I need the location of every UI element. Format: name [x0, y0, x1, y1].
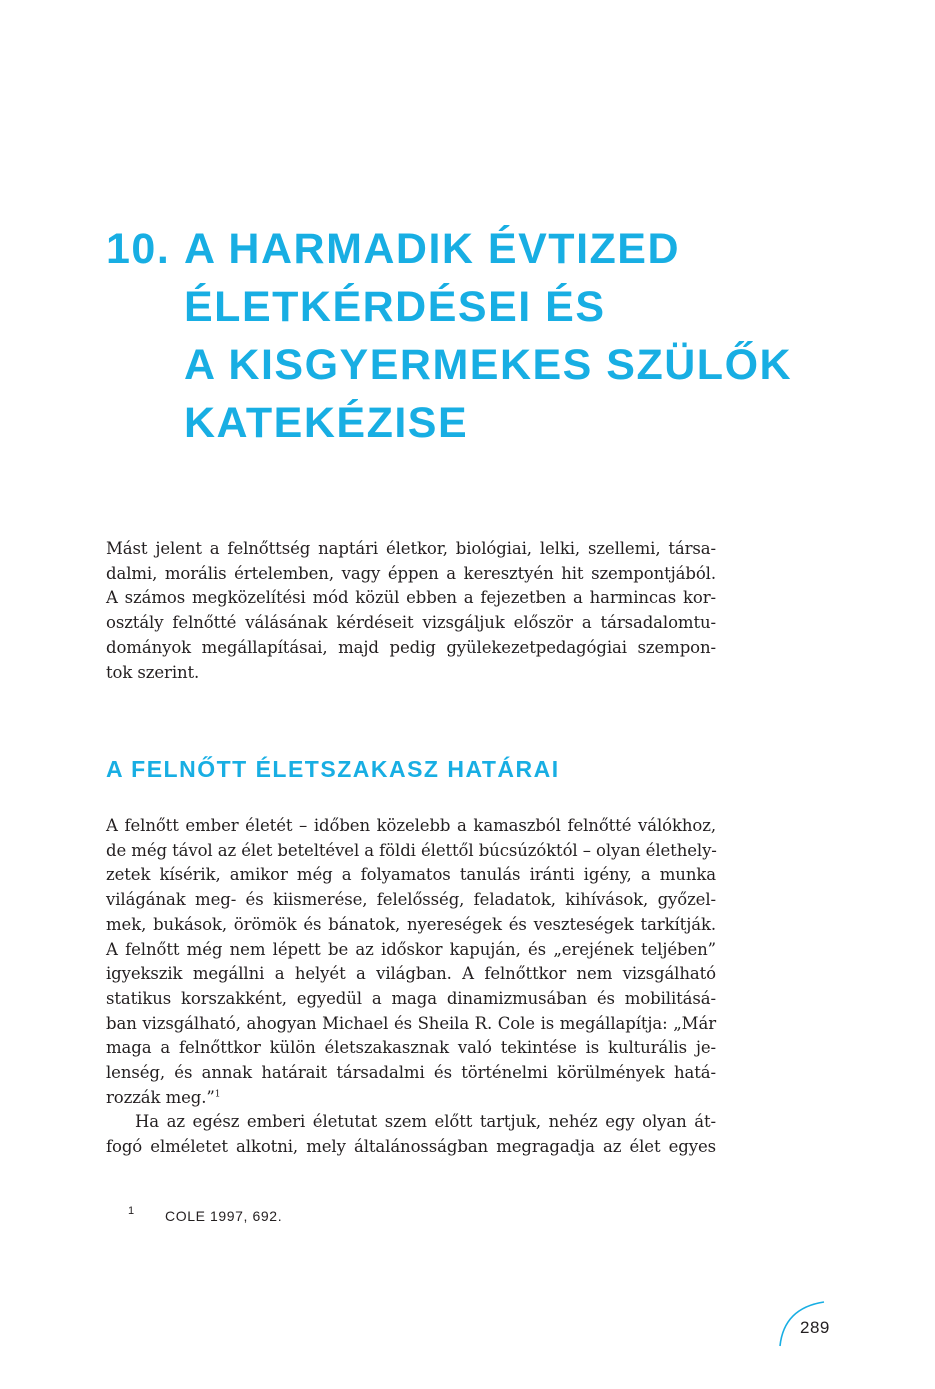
text-line: osztály felnőtté válásának kérdéseit vizsgáljuk először a társadalomtu- — [106, 613, 716, 633]
text-line: A felnőtt még nem lépett be az időskor kapuján, és „erejének teljében” — [106, 939, 716, 959]
text-line: mek, bukások, örömök és bánatok, nyereségek és veszteségek tarkítják. — [106, 914, 716, 934]
text-line: igyekszik megállni a helyét a világban. A felnőttkor nem vizsgálható — [106, 964, 716, 984]
page-number: 289 — [800, 1318, 830, 1337]
text-line: Ha az egész emberi életutat szem előtt tartjuk, nehéz egy olyan át- — [135, 1112, 716, 1131]
text-line: lenség, és annak határait társadalmi és történelmi körülmények hatá- — [106, 1063, 716, 1083]
text-line: tok szerint. — [106, 662, 200, 682]
text-line: statikus korszakként, egyedül a maga dinamizmusában és mobilitásá- — [106, 988, 716, 1008]
chapter-title-line: A HARMADIK ÉVTIZED — [184, 225, 681, 273]
chapter-title-line: ÉLETKÉRDÉSEI ÉS — [184, 283, 606, 331]
chapter-title-line: KATEKÉZISE — [184, 399, 469, 447]
text-line: dományok megállapításai, majd pedig gyülekezetpedagógiai szempon- — [106, 637, 716, 657]
text-line: de még távol az élet beteltével a földi élettől búcsúzóktól – olyan élethely- — [106, 840, 717, 860]
footnote-reference[interactable]: 1 — [214, 1089, 221, 1100]
text-line: A számos megközelítési mód közül ebben a fejezetben a harmincas kor- — [106, 588, 716, 608]
text-line: világának meg- és kiismerése, felelősség, feladatok, kihívások, győzel- — [106, 890, 716, 910]
intro-paragraph — [106, 537, 716, 685]
footnote-text: COLE 1997, 692. — [165, 1208, 283, 1224]
chapter-number: 10. — [106, 225, 171, 273]
body-paragraph-2 — [106, 1110, 716, 1159]
text-line: fogó elméletet alkotni, mely általánosságban megragadja az élet egyes — [106, 1136, 716, 1156]
text-line-with-footnote — [106, 1086, 716, 1111]
text-line: dalmi, morális értelemben, vagy éppen a keresztyén hit szempontjából. — [106, 563, 716, 583]
chapter-title-line: A KISGYERMEKES SZÜLŐK — [184, 341, 793, 389]
body-paragraph — [106, 814, 716, 1110]
section-heading: A FELNŐTT ÉLETSZAKASZ HATÁRAI — [106, 756, 560, 782]
text-line: rozzák meg.” — [106, 1087, 215, 1107]
text-line: zetek kísérik, amikor még a folyamatos tanulás iránti igény, a munka — [106, 865, 716, 885]
text-line: Mást jelent a felnőttség naptári életkor, biológiai, lelki, szellemi, társa- — [106, 539, 716, 558]
chapter-title — [106, 220, 793, 452]
text-line: A felnőtt ember életét – időben közelebb a kamaszból felnőtté válókhoz, — [106, 816, 716, 835]
text-line: maga a felnőttkor külön életszakasznak való tekintése is kulturális je- — [106, 1038, 716, 1058]
text-line: ban vizsgálható, ahogyan Michael és Sheila R. Cole is megállapítja: „Már — [106, 1013, 716, 1033]
footnote-number: 1 — [128, 1205, 135, 1217]
